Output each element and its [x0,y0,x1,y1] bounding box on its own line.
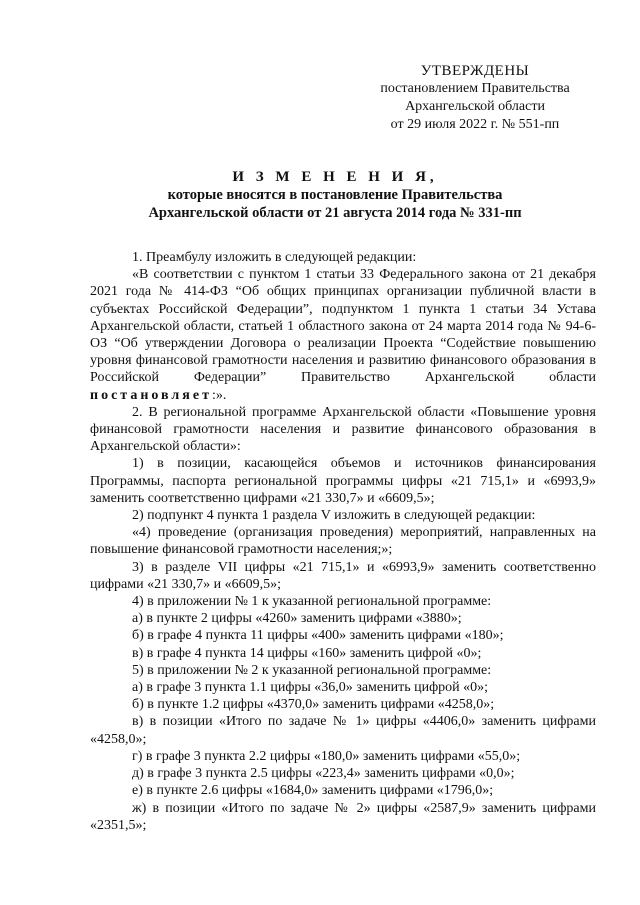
paragraph-10: б) в графе 4 пункта 11 цифры «400» заменить цифрами «180»; [132,628,504,644]
paragraph-1: 1. Преамбулу изложить в следующей редакции: [132,250,417,265]
paragraph-2-spaced-word: постановляет [90,387,212,403]
paragraph-19: ж) в позиции «Итого по задаче № 2» цифры «2587,9» заменить цифрами «2351,5»; [90,800,596,833]
paragraph-12: 5) в приложении № 2 к указанной региональной программе: [132,662,492,678]
document-title [90,168,580,222]
paragraph-11: в) в графе 4 пункта 14 цифры «160» заменить цифрой «0»; [132,645,482,661]
paragraph-15: в) в позиции «Итого по задаче № 1» цифры «4406,0» заменить цифрами «4258,0»; [90,714,596,747]
approval-block [370,62,580,134]
title-line-1: И З М Е Н Е Н И Я, [232,169,438,185]
paragraph-9: а) в пункте 2 цифры «4260» заменить цифрами «3880»; [132,611,462,627]
paragraph-18: е) в пункте 2.6 цифры «1684,0» заменить цифрами «1796,0»; [132,783,494,799]
paragraph-8: 4) в приложении № 1 к указанной региональной программе: [132,594,492,610]
paragraph-5: 2) подпункт 4 пункта 1 раздела V изложить в следующей редакции: [132,508,536,524]
paragraph-3: 2. В региональной программе Архангельской области «Повышение уровня финансовой грамотности населения и развитие финансового образования в Архангельской области»: [90,404,596,455]
paragraph-4: 1) в позиции, касающейся объемов и источников финансирования Программы, паспорта региональной программы цифры «21 715,1» и «6993,9» заменить соответственно цифрами «21 330,7» и «6609,5»; [90,456,596,506]
paragraph-13: а) в графе 3 пункта 1.1 цифры «36,0» заменить цифрой «0»; [132,680,489,696]
document-body [90,249,596,834]
paragraph-6: «4) проведение (организация проведения) мероприятий, направленных на повышение финансовой грамотности населения;»; [90,525,596,558]
approval-heading: УТВЕРЖДЕНЫ [420,63,530,79]
paragraph-14: б) в пункте 1.2 цифры «4370,0» заменить цифрами «4258,0»; [132,697,495,713]
paragraph-2-text: «В соответствии с пунктом 1 статьи 33 Федерального закона от 21 декабря 2021 года № 414-ФЗ “Об общих принципах организации публичной власти в субъектах Российской Федерации”, подпунктом 1 пункта 1 статьи 34 Устава Архангельской области, статьей 1 областного закона от 24 марта 2014 года № 94-6-ОЗ “Об утверждении Договора о реализации Проекта “Содействие повышению уровня финансовой грамотности населения и развитию финансового образования в Российской Федерации” Правительство Архангельской области [90,267,596,386]
approval-line-3: от 29 июля 2022 г. № 551-пп [390,117,560,132]
paragraph-16: г) в графе 3 пункта 2.2 цифры «180,0» заменить цифрами «55,0»; [132,748,521,764]
approval-line-2: Архангельской области [405,99,545,114]
paragraph-2 [90,266,596,404]
title-line-2: которые вносятся в постановление Правительства [167,187,503,203]
title-line-3: Архангельской области от 21 августа 2014 года № 331-пп [148,205,522,221]
paragraph-7: 3) в разделе VII цифры «21 715,1» и «6993,9» заменить соответственно цифрами «21 330,7» и «6609,5»; [90,559,596,592]
approval-line-1: постановлением Правительства [380,81,570,96]
paragraph-17: д) в графе 3 пункта 2.5 цифры «223,4» заменить цифрами «0,0»; [132,766,515,782]
paragraph-2-end: :». [211,387,227,403]
